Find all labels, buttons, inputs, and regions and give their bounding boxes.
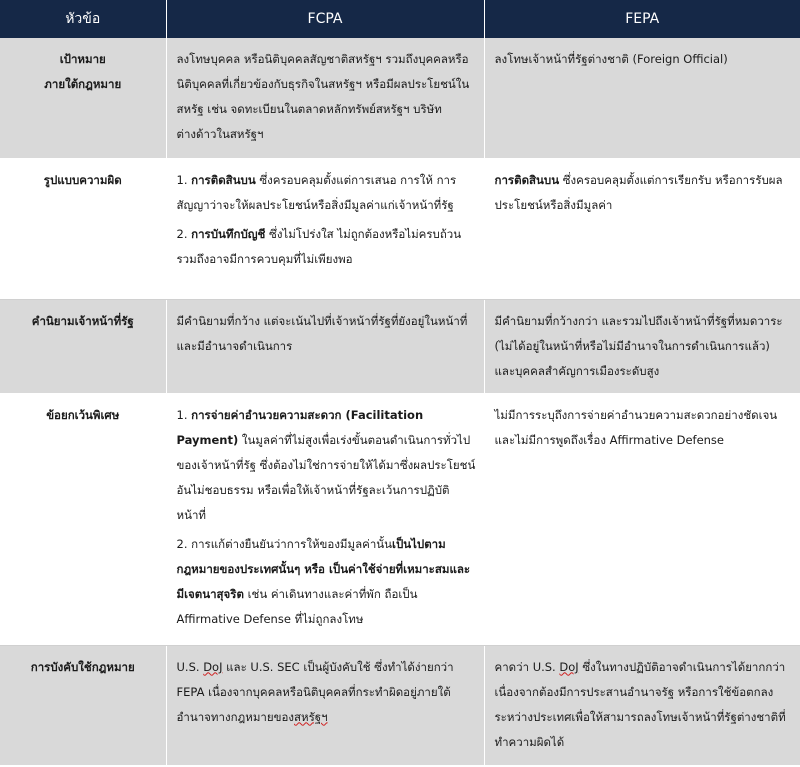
table-row xyxy=(0,645,800,765)
spellcheck-word: DoJ xyxy=(559,659,579,674)
topic-line: เป้าหมาย xyxy=(59,52,106,66)
item-bold: การจ่ายค่าอำนวยความสะดวก (Facilitation Payment) xyxy=(176,407,424,447)
table-row xyxy=(0,158,800,299)
list-item xyxy=(177,532,476,632)
row-topic: การบังคับใช้กฎหมาย xyxy=(0,645,166,765)
table-row xyxy=(0,299,800,393)
fepa-cell xyxy=(484,645,800,765)
item-text: และ U.S. SEC เป็นผู้บังคับใช้ ซึ่งทำได้ง่ายกว่า FEPA เนื่องจากบุคคลหรือนิติบุคคลที่กระทำผิดอยู่ภายใต้อำนาจทางกฎหมายของ xyxy=(176,659,454,724)
spellcheck-word: DoJ xyxy=(203,659,223,674)
row-topic xyxy=(0,38,166,158)
list-item xyxy=(177,403,476,528)
row-topic: คำนิยามเจ้าหน้าที่รัฐ xyxy=(0,299,166,393)
item-number: 2. การแก้ต่างยืนยันว่าการให้ของมีมูลค่านั้น xyxy=(176,536,393,551)
fcpa-cell xyxy=(166,393,484,645)
topic-line: ภายใต้กฎหมาย xyxy=(44,77,122,91)
spellcheck-word: สหรัฐฯ xyxy=(294,709,328,724)
item-bold: การบันทึกบัญชี xyxy=(191,226,266,241)
fcpa-cell xyxy=(166,645,484,765)
list-item xyxy=(177,222,476,272)
item-text: เช่น ค่าเดินทางและค่าที่พัก ถือเป็น Affirmative Defense ที่ไม่ถูกลงโทษ xyxy=(176,586,418,626)
fepa-cell: มีคำนิยามที่กว้างกว่า และรวมไปถึงเจ้าหน้าที่รัฐที่หมดวาระ (ไม่ได้อยู่ในหน้าที่หรือไม่มีอำนาจในการดำเนินการแล้ว) และบุคคลสำคัญการเมืองระดับสูง xyxy=(484,299,800,393)
fepa-cell: ลงโทษเจ้าหน้าที่รัฐต่างชาติ (Foreign Official) xyxy=(484,38,800,158)
item-bold: การติดสินบน xyxy=(191,172,256,187)
table-row xyxy=(0,38,800,158)
item-number: 2. xyxy=(176,226,192,241)
item-number: 1. xyxy=(176,407,192,422)
list-item xyxy=(177,168,476,218)
header-row xyxy=(0,0,800,38)
fcpa-cell: มีคำนิยามที่กว้าง แต่จะเน้นไปที่เจ้าหน้าที่รัฐที่ยังอยู่ในหน้าที่และมีอำนาจดำเนินการ xyxy=(166,299,484,393)
fcpa-cell: ลงโทษบุคคล หรือนิติบุคคลสัญชาติสหรัฐฯ รวมถึงบุคคลหรือนิติบุคคลที่เกี่ยวข้องกับธุรกิจในสหรัฐฯ หรือมีผลประโยชน์ในสหรัฐ เช่น จดทะเบียนในตลาดหลักทรัพย์สหรัฐฯ บริษัทต่างด้าวในสหรัฐฯ xyxy=(166,38,484,158)
item-text: ซึ่งในทางปฏิบัติอาจดำเนินการได้ยากกว่า เนื่องจากต้องมีการประสานอำนาจรัฐ หรือการใช้ข้อตกลงระหว่างประเทศเพื่อให้สามารถลงโทษเจ้าหน้าที่รัฐต่างชาติที่ทำความผิดได้ xyxy=(494,659,786,749)
header-fcpa: FCPA xyxy=(166,0,484,38)
item-text: ในมูลค่าที่ไม่สูงเพื่อเร่งขั้นตอนดำเนินการทั่วไปของเจ้าหน้าที่รัฐ ซึ่งต้องไม่ใช่การจ่ายให้ได้มาซึ่งผลประโยชน์อันไม่ชอบธรรม หรือเพื่อให้เจ้าหน้าที่รัฐละเว้นการปฏิบัติหน้าที่ xyxy=(176,432,476,522)
header-topic: หัวข้อ xyxy=(0,0,166,38)
header-fepa: FEPA xyxy=(484,0,800,38)
fepa-cell: ไม่มีการระบุถึงการจ่ายค่าอำนวยความสะดวกอย่างชัดเจน และไม่มีการพูดถึงเรื่อง Affirmative Defense xyxy=(484,393,800,645)
item-text: U.S. xyxy=(176,659,204,674)
item-text: ซึ่งครอบคลุมตั้งแต่การเรียกรับ หรือการรับผลประโยชน์หรือสิ่งมีมูลค่า xyxy=(494,172,783,212)
item-text: ซึ่งไม่โปร่งใส ไม่ถูกต้องหรือไม่ครบถ้วน รวมถึงอาจมีการควบคุมที่ไม่เพียงพอ xyxy=(176,226,462,266)
item-text: ซึ่งครอบคลุมตั้งแต่การเสนอ การให้ การสัญญาว่าจะให้ผลประโยชน์หรือสิ่งมีมูลค่าแก่เจ้าหน้าที่รัฐ xyxy=(176,172,457,212)
item-bold: เป็นไปตามกฎหมายของประเทศนั้นๆ หรือ เป็นค่าใช้จ่ายที่เหมาะสมและมีเจตนาสุจริต xyxy=(176,536,471,601)
table-row xyxy=(0,393,800,645)
item-number: 1. xyxy=(176,172,192,187)
item-text: คาดว่า U.S. xyxy=(494,659,560,674)
row-topic: ข้อยกเว้นพิเศษ xyxy=(0,393,166,645)
fcpa-cell xyxy=(166,158,484,299)
row-topic: รูปแบบความผิด xyxy=(0,158,166,299)
item-bold: การติดสินบน xyxy=(494,172,560,187)
fepa-cell xyxy=(484,158,800,299)
